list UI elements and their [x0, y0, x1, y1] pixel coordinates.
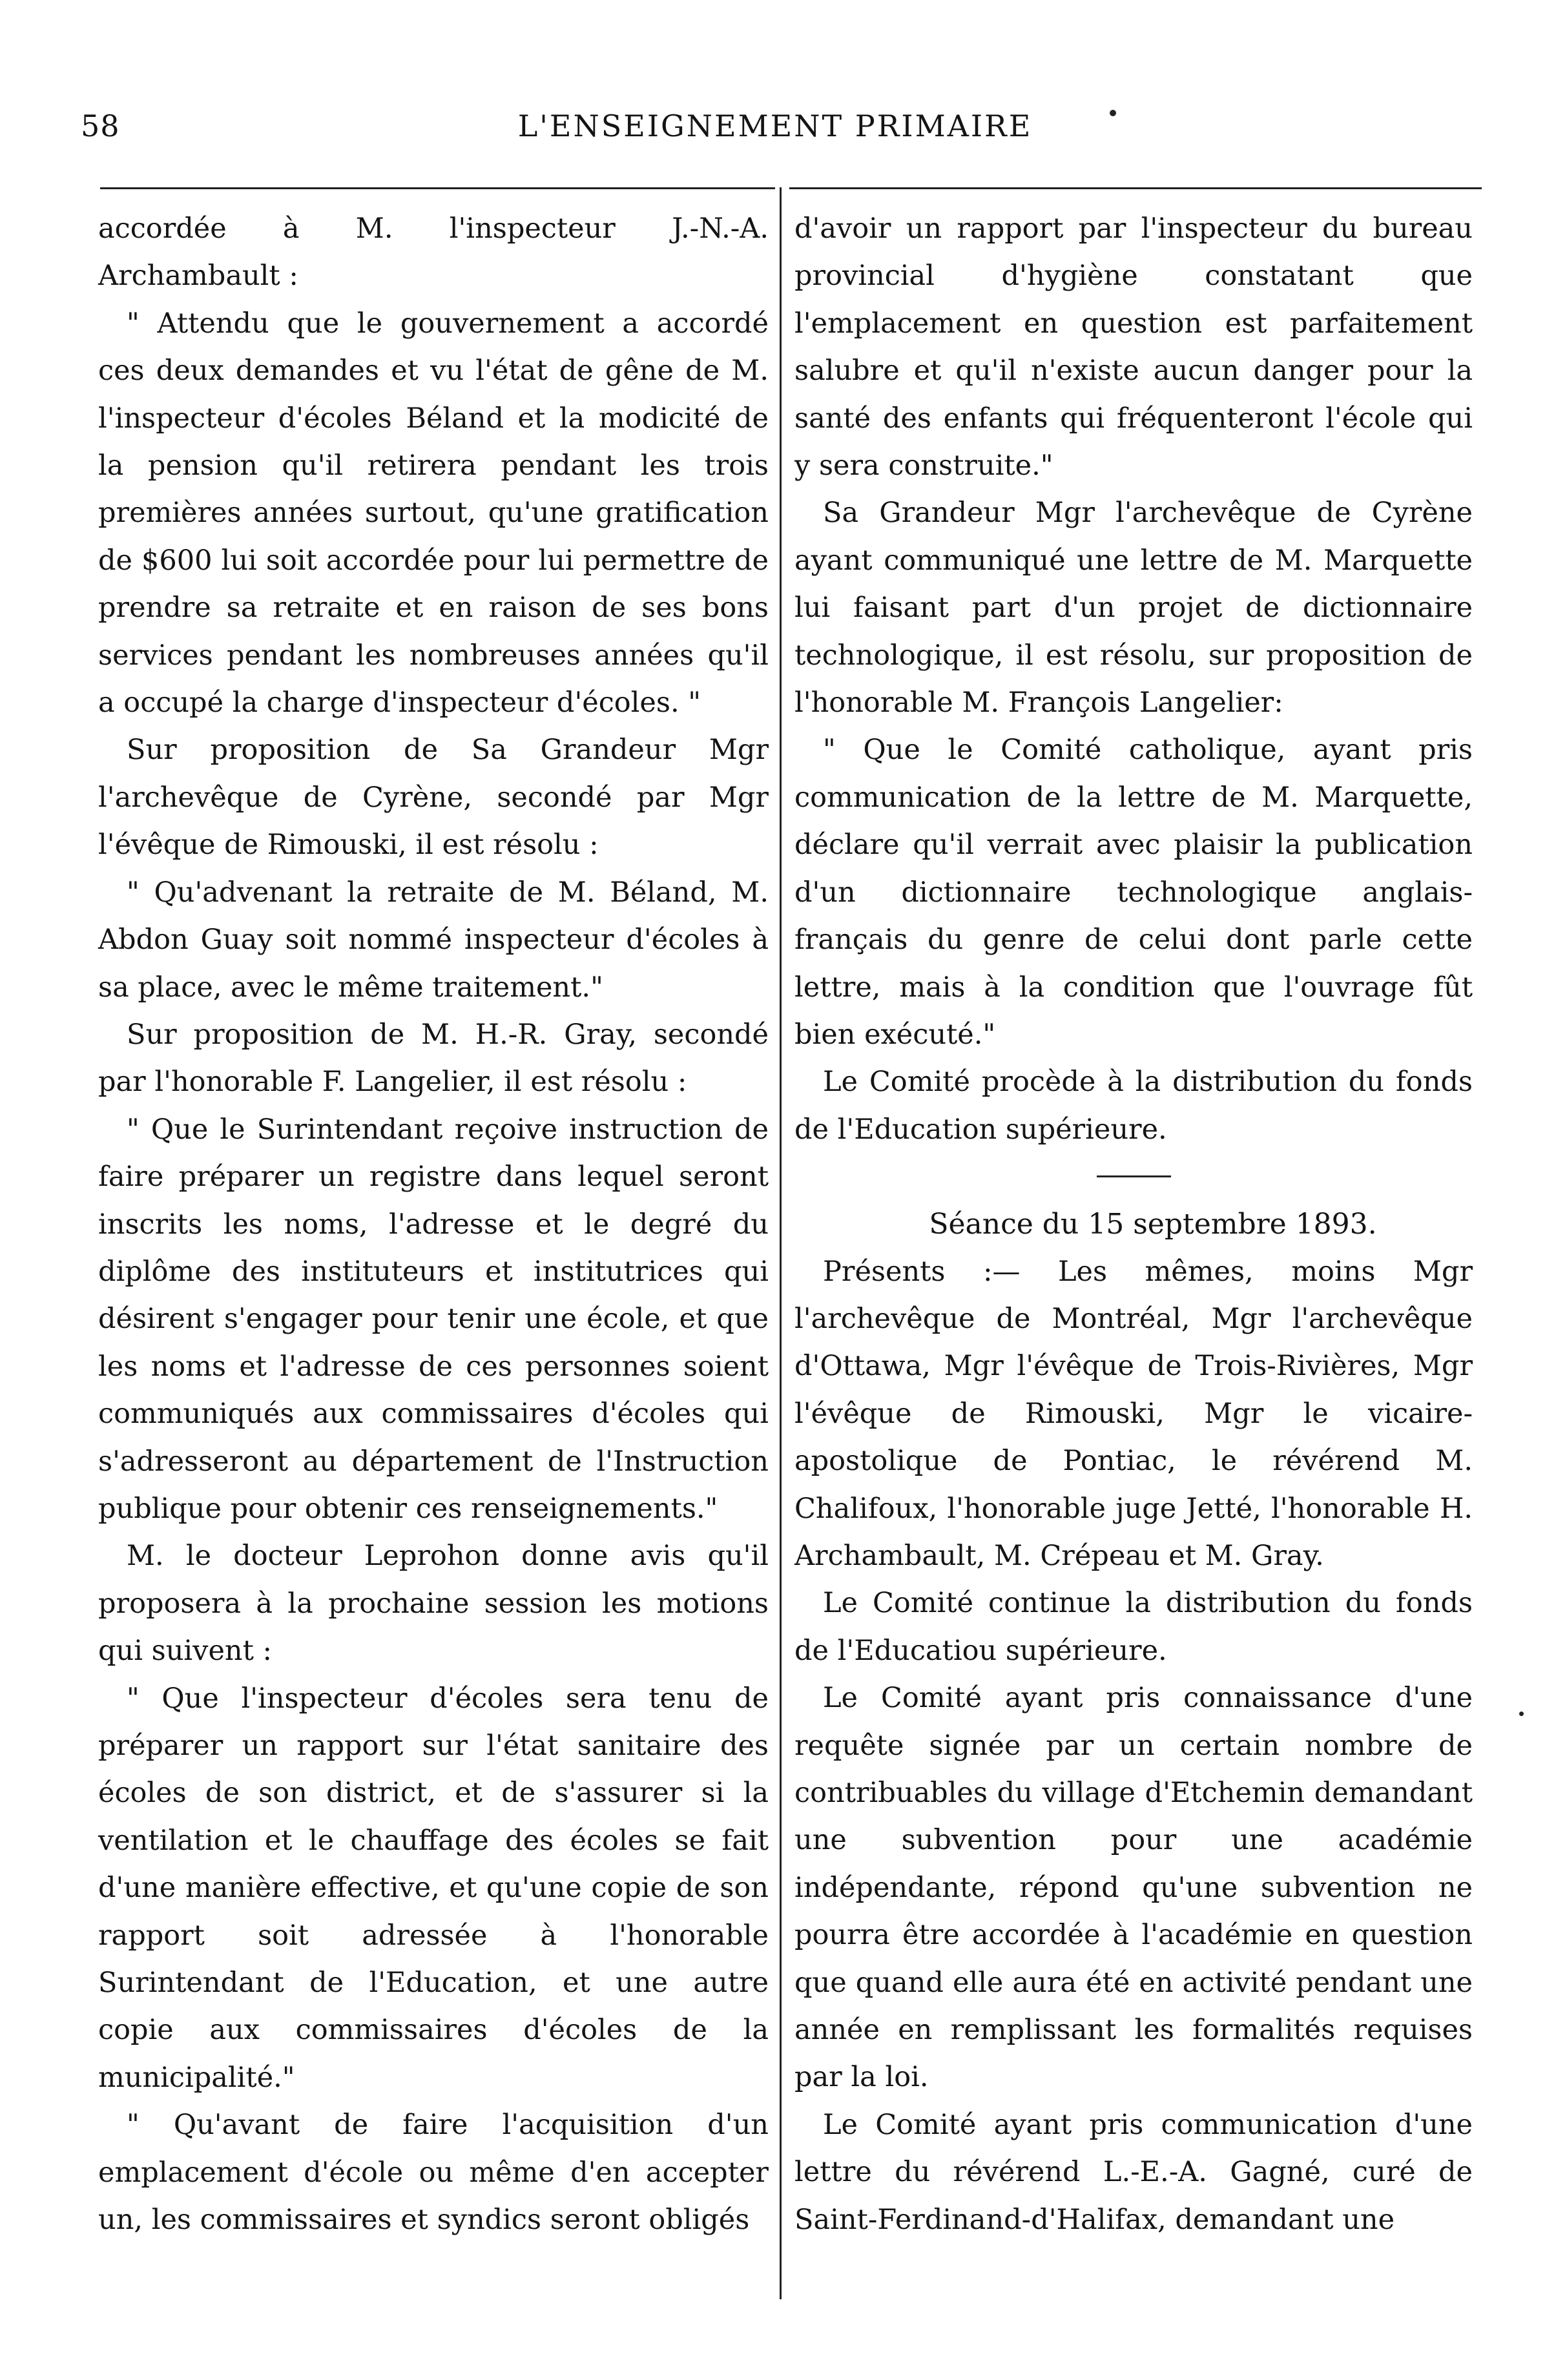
column-divider — [780, 187, 782, 2299]
running-title: L'ENSEIGNEMENT PRIMAIRE — [517, 109, 1033, 143]
paragraph: accordée à M. l'inspecteur J.-N.-A. Archambault : — [98, 212, 769, 293]
right-column — [794, 205, 1473, 2244]
paragraph: " Que l'inspecteur d'écoles sera tenu de préparer un rapport sur l'état sanitaire des écoles de son district, et de s'assurer si la ventilation et le chauffage des écoles se fait d'une manière effective, et qu'une copie de son rapport soit adressée à l'honorable Surintendant de l'Education, et une autre copie aux commissaires d'écoles de la municipalité." — [98, 1682, 769, 2094]
ink-speck — [1110, 110, 1116, 116]
paragraph: " Qu'avant de faire l'acquisition d'un emplacement d'école ou même d'en accepter un, les commissaires et syndics seront obligés — [98, 2109, 769, 2237]
paragraph: M. le docteur Leprohon donne avis qu'il proposera à la prochaine session les motions qui suivent : — [98, 1540, 769, 1668]
paragraph: " Que le Comité catholique, ayant pris communication de la lettre de M. Marquette, déclare qu'il verrait avec plaisir la publication d'un dictionnaire technologique anglais-français du genre de celui dont parle cette lettre, mais à la condition que l'ouvrage fût bien exécuté." — [794, 734, 1473, 1051]
paragraph: Le Comité ayant pris connaissance d'une requête signée par un certain nombre de contribuables du village d'Etchemin demandant une subvention pour une académie indépendante, répond qu'une subvention ne pourra être accordée à l'académie en question que quand elle aura été en activité pendant une année en remplissant les formalités requises par la loi. — [794, 1682, 1473, 2094]
paragraph: Le Comité ayant pris communication d'une lettre du révérend L.-E.-A. Gagné, curé de Saint-Ferdinand-d'Halifax, demandant une — [794, 2108, 1473, 2236]
session-heading: Séance du 15 septembre 1893. — [929, 1208, 1377, 1241]
paragraph: Sur proposition de Sa Grandeur Mgr l'archevêque de Cyrène, secondé par Mgr l'évêque de Rimouski, il est résolu : — [98, 734, 769, 862]
header-rule-left — [100, 187, 775, 189]
paragraph: " Qu'advenant la retraite de M. Béland, M. Abdon Guay soit nommé inspecteur d'écoles à sa place, avec le même traitement." — [98, 876, 769, 1004]
paragraph: Le Comité procède à la distribution du fonds de l'Education supérieure. — [794, 1066, 1473, 1146]
paragraph: " Que le Surintendant reçoive instruction de faire préparer un registre dans lequel seront inscrits les noms, l'adresse et le degré du diplôme des instituteurs et institutrices qui désirent s'engager pour tenir une école, et que les noms et l'adresse de ces personnes soient communiqués aux commissaires d'écoles qui s'adresseront au département de l'Instruction publique pour obtenir ces renseignements." — [98, 1113, 769, 1525]
left-column — [98, 205, 769, 2244]
page-number: 58 — [81, 109, 120, 143]
header-rule-right — [789, 187, 1482, 189]
page-header — [81, 109, 1469, 154]
ink-speck — [1519, 1712, 1524, 1716]
paragraph: Présents :— Les mêmes, moins Mgr l'archevêque de Montréal, Mgr l'archevêque d'Ottawa, Mgr l'évêque de Trois-Rivières, Mgr l'évêque de Rimouski, Mgr le vicaire-apostolique de Pontiac, le révérend M. Chalifoux, l'honorable juge Jetté, l'honorable H. Archambault, M. Crépeau et M. Gray. — [794, 1255, 1473, 1572]
paragraph: d'avoir un rapport par l'inspecteur du bureau provincial d'hygiène constatant que l'emplacement en question est parfaitement salubre et qu'il n'existe aucun danger pour la santé des enfants qui fréquenteront l'école qui y sera construite." — [794, 212, 1473, 482]
section-divider — [1097, 1175, 1171, 1177]
paragraph: Sur proposition de M. H.-R. Gray, secondé par l'honorable F. Langelier, il est résolu : — [98, 1018, 769, 1099]
paragraph: " Attendu que le gouvernement a accordé ces deux demandes et vu l'état de gêne de M. l'inspecteur d'écoles Béland et la modicité de la pension qu'il retirera pendant les trois premières années surtout, qu'une gratification de $600 lui soit accordée pour lui permettre de prendre sa retraite et en raison de ses bons services pendant les nombreuses années qu'il a occupé la charge d'inspecteur d'écoles. " — [98, 307, 769, 719]
paragraph: Le Comité continue la distribution du fonds de l'Educatiou supérieure. — [794, 1587, 1473, 1667]
paragraph: Sa Grandeur Mgr l'archevêque de Cyrène ayant communiqué une lettre de M. Marquette lui faisant part d'un projet de dictionnaire technologique, il est résolu, sur proposition de l'honorable M. François Langelier: — [794, 497, 1473, 719]
